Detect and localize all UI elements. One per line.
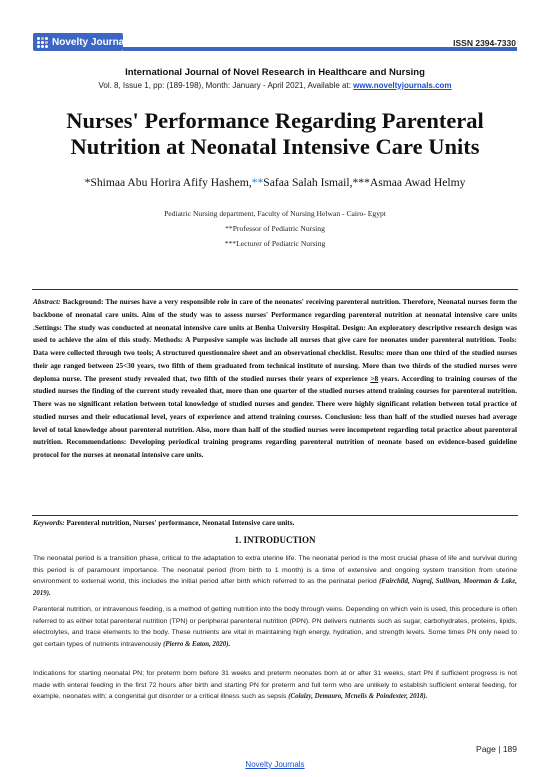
section-heading-introduction: 1. INTRODUCTION: [234, 535, 316, 545]
paragraph-2-citation: (Pierro & Eaton, 2020).: [163, 640, 231, 648]
page-number: Page | 189: [476, 744, 517, 754]
journal-url-link[interactable]: www.noveltyjournals.com: [353, 81, 452, 90]
paragraph-3-text: Indications for starting neonatal PN; for preterm born before 31 weeks and preterm neonates born at or after 31 weeks, start PN if sufficient progress is not made with enteral feeding in the first 72 hours after birth and starting PN for preterm and full term who are unlikely to establish sufficient enteral feeding, for example, neonates with; a congenital gut disorder or a critical illness such as sepsis: [33, 670, 517, 701]
author-1: Shimaa Abu Horira Afify Hashem,: [90, 176, 252, 189]
paragraph-1-text: The neonatal period is a transition phase, critical to the adaptation to extra uterine life. The neonatal period is the most crucial phase of life and survival during this period is of paramount importance. The neonatal period (from birth to 1 month) is a time of extensive and ongoing system transition from uterine environment to external world, this includes the initial period after birth which referred to as the perinatal period: [33, 555, 517, 586]
intro-paragraph-3: [33, 668, 517, 703]
journal-volume-info: [0, 81, 550, 90]
intro-paragraph-2: [33, 604, 517, 650]
paragraph-2-text: Parenteral nutrition, or intravenous feeding, is a method of getting nutrition into the body through veins. Depending on which vein is used, this procedure is often referred to as either total parenteral nutrition (TPN) or peripheral parenteral nutrition (PPN). PN delivers nutrients such as sugar, carbohydrates, proteins, lipids, electrolytes, and trace elements to the body. These nutrients are vital in maintaining high energy, hydration, and strength levels. Some times PN only need to get certain types of nutrients intravenously: [33, 606, 517, 648]
keywords-text: Parenteral nutrition, Nurses' performance, Neonatal Intensive care units.: [64, 518, 295, 527]
journal-logo: [33, 33, 133, 51]
paper-title: Nurses' Performance Regarding Parenteral Nutrition at Neonatal Intensive Care Units: [66, 108, 484, 159]
logo-text: Novelty Journals: [52, 36, 133, 48]
author-list: [0, 176, 550, 189]
abstract-top-rule: [32, 289, 518, 290]
author-3-marker: ***: [352, 176, 370, 189]
abstract-underlined: >8: [370, 373, 379, 383]
paragraph-3-citation: (Colaizy, Demauro, Mcnelis & Poindexter, 2018).: [288, 693, 428, 701]
abstract-block: [33, 296, 517, 462]
author-3: Asmaa Awad Helmy: [369, 176, 466, 189]
paragraph-1-citation: (Fairchild, Nagraj, Sullivan, Moorman & Lake, 2019).: [33, 578, 517, 597]
abstract-text-2: years. According to training courses of the studied nurses the finding of the current study revealed that, more than one quarter of the studied nurses attend training courses for parenteral nutrition. There was no significant relation between total knowledge of studied nurses and gender. There were highly significant relation between total practice of studied nurses and their educational level, years of experience and attend training courses. Conclusion: less than half of the studied nurses had average level of total knowledge about parenteral nutrition. Also, more than half of the studied nurses were incompetent regarding total practice about parenteral nutrition. Recommendations: Developing periodical training programs regarding parenteral nutrition of neonate based on evidence-based guideline protocol for the nurses at neonatal intensive care units.: [33, 373, 517, 459]
abstract-bottom-rule: [32, 515, 518, 516]
affiliation-department: Pediatric Nursing department, Faculty of Nursing Helwan - Cairo- Egypt: [164, 209, 386, 218]
author-2-marker: **: [251, 176, 264, 189]
affiliation-lecturer: ***Lecturer of Pediatric Nursing: [224, 239, 326, 248]
logo-dots-icon: [37, 37, 48, 48]
keywords-line: [33, 518, 517, 527]
volume-text: Vol. 8, Issue 1, pp: (189-198), Month: January - April 2021, Available at:: [98, 81, 354, 90]
author-1-marker: *: [84, 176, 91, 189]
issn-label: ISSN 2394-7330: [453, 38, 516, 48]
keywords-label: Keywords:: [33, 518, 65, 527]
journal-name: International Journal of Novel Research in Healthcare and Nursing: [125, 67, 425, 78]
abstract-text-1: Background: The nurses have a very responsible role in care of the neonates' receiving parenteral nutrition. Therefore, Neonatal nurses form the backbone of neonatal care units. Aim of the study was to assess nurses' Performance regarding parenteral nutrition at neonatal intensive care units .Settings: The study was conducted at neonatal intensive care units at Benha University Hospital. Design: An exploratory descriptive research design was used to achieve the aim of this study. Methods: A Purposive sample was include all nurses that give care for neonates under parenteral nutrition. Tools: Data were collected through two tools; A structured questionnaire sheet and an observational checklist. Results: more than one third of the studied nurses their age ranged between 25<30 years, two fifth of them graduated from technical institute of nursing. More than two thirds of the studied nurses were deploma nurse. The present study revealed that, two fifth of the studied nurses their years of experience: [33, 297, 517, 383]
author-2: Safaa Salah Ismail,: [263, 176, 353, 189]
affiliation-professor: **Professor of Pediatric Nursing: [225, 224, 325, 233]
abstract-label: Abstract:: [33, 297, 61, 306]
intro-paragraph-1: [33, 553, 517, 599]
footer-journal-link[interactable]: Novelty Journals: [245, 760, 305, 769]
